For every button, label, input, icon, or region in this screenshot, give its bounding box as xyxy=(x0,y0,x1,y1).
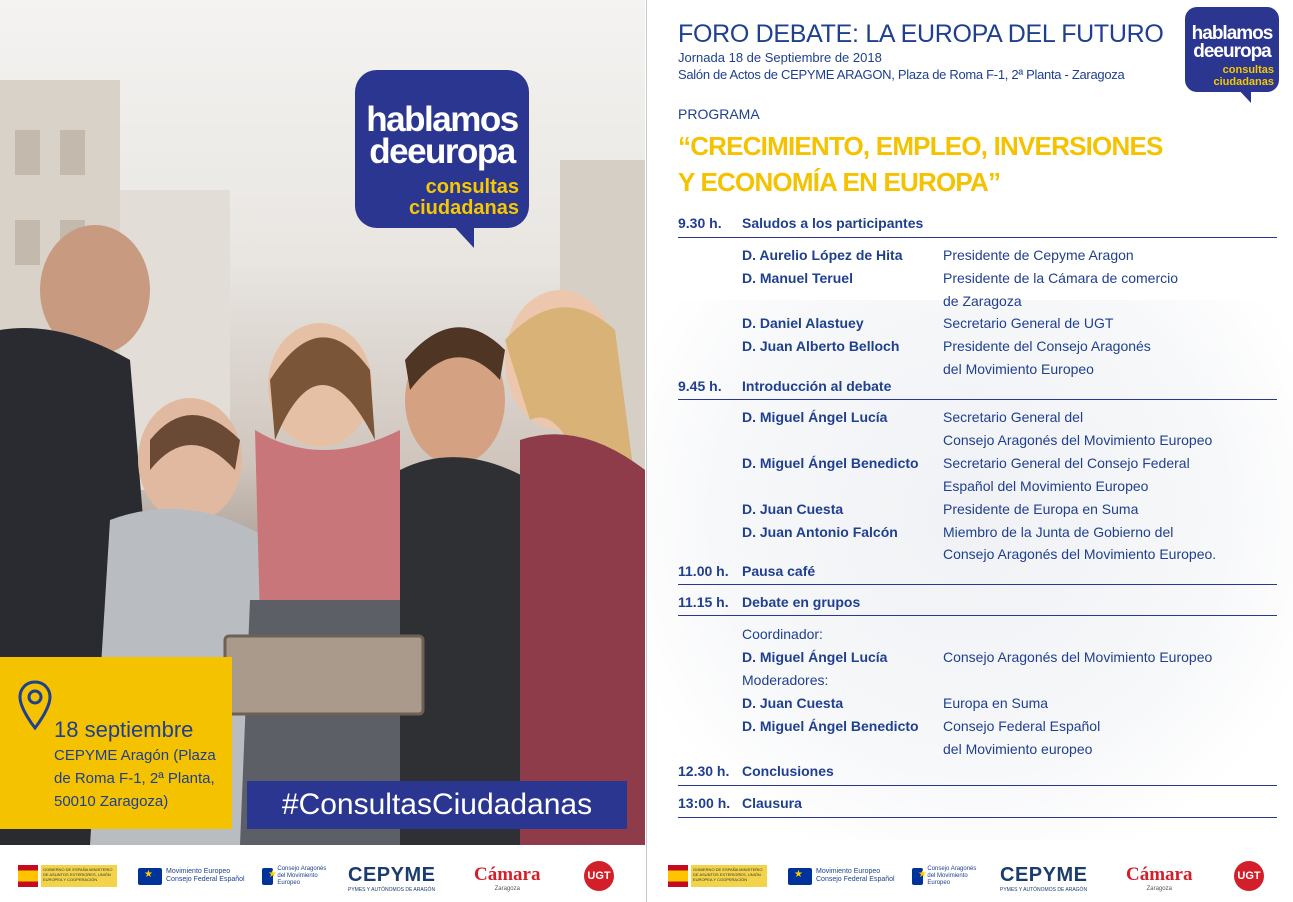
session-divider xyxy=(678,817,1277,818)
mini-logo-line4: ciudadanas xyxy=(1213,76,1274,88)
speaker-name: D. Aurelio López de Hita xyxy=(742,247,903,263)
right-panel xyxy=(647,0,1293,902)
session-divider xyxy=(678,785,1277,786)
speaker-role: Presidente del Consejo Aragonés xyxy=(943,338,1151,354)
logo-line2: deeuropa xyxy=(369,132,515,171)
forum-venue: Salón de Actos de CEPYME ARAGON, Plaza de Roma F-1, 2ª Planta - Zaragoza xyxy=(678,67,1125,82)
movimiento-text: Movimiento Europeo xyxy=(166,868,231,875)
camara-sub-text: Zaragoza xyxy=(494,886,520,892)
mini-logo-line1: hablamos xyxy=(1191,23,1273,44)
hablamos-deeuropa-logo-small xyxy=(1185,7,1279,92)
speaker-role: Consejo Federal Español xyxy=(943,718,1101,734)
session-time: 12.30 h. xyxy=(678,763,730,779)
eu-flag-icon xyxy=(912,868,923,885)
speaker-role: Secretario General del Consejo Federal xyxy=(943,455,1190,471)
consejo-aragones-text: Consejo Aragonés del Movimiento Europeo xyxy=(277,865,327,886)
movimiento-europeo-logo xyxy=(138,862,245,890)
session-title: Pausa café xyxy=(742,563,816,579)
speaker-role: Secretario General del xyxy=(943,409,1084,425)
session-time: 11.00 h. xyxy=(678,563,729,579)
ugt-logo xyxy=(1234,862,1264,890)
speaker-role: Miembro de la Junta de Gobierno del xyxy=(943,524,1174,540)
spain-flag-icon xyxy=(18,865,38,887)
speaker-name: D. Juan Cuesta xyxy=(742,695,844,711)
session-time: 9.45 h. xyxy=(678,378,722,394)
mini-logo-line3: consultas xyxy=(1222,64,1274,76)
gobierno-text: GOBIERNO DE ESPAÑA MINISTERIO DE ASUNTOS EXTERIORES, UNIÓN EUROPEA Y COOPERACIÓN xyxy=(41,865,117,887)
location-pin-icon xyxy=(17,680,53,732)
speaker-role-cont: del Movimiento Europeo xyxy=(943,361,1094,377)
session-time: 11.15 h. xyxy=(678,594,729,610)
consejo-aragones-logo xyxy=(912,862,982,890)
event-location: CEPYME Aragón (Plaza de Roma F-1, 2ª Planta, 50010 Zaragoza) xyxy=(54,747,216,810)
speaker-name: D. Daniel Alastuey xyxy=(742,315,864,331)
left-panel xyxy=(0,0,645,902)
mini-logo-line2: deeuropa xyxy=(1193,41,1271,62)
logo-line1: hablamos xyxy=(366,100,518,139)
headline-line2: Y ECONOMÍA EN EUROPA” xyxy=(678,167,1001,197)
camara-sub-text: Zaragoza xyxy=(1146,886,1172,892)
consejo-aragones-text: Consejo Aragonés del Movimiento Europeo xyxy=(927,865,977,886)
session-divider xyxy=(678,615,1277,616)
camara-text: Cámara xyxy=(474,864,541,885)
speaker-name: D. Juan Antonio Falcón xyxy=(742,524,898,540)
mini-logo-tail xyxy=(1237,88,1251,103)
session-title: Saludos a los participantes xyxy=(742,215,924,231)
speaker-name: D. Miguel Ángel Benedicto xyxy=(742,718,919,734)
headline-line1: “CRECIMIENTO, EMPLEO, INVERSIONES xyxy=(678,131,1163,161)
forum-title: FORO DEBATE: LA EUROPA DEL FUTURO xyxy=(678,20,1164,48)
session-title: Introducción al debate xyxy=(742,378,892,394)
session-divider xyxy=(678,237,1277,238)
session-title: Clausura xyxy=(742,795,802,811)
speaker-name: D. Miguel Ángel Benedicto xyxy=(742,455,919,471)
consejo-aragones-logo xyxy=(262,862,332,890)
footer-logos-left xyxy=(0,856,645,896)
cepyme-text: CEPYME xyxy=(348,864,436,886)
camara-zaragoza-logo xyxy=(1126,864,1192,892)
speaker-role-cont: del Movimiento europeo xyxy=(943,741,1093,757)
ugt-text: UGT xyxy=(584,861,614,891)
session-title: Debate en grupos xyxy=(742,594,861,610)
speaker-name: D. Juan Alberto Belloch xyxy=(742,338,900,354)
movimiento-sub-text: Consejo Federal Español xyxy=(816,876,895,883)
camara-zaragoza-logo xyxy=(474,864,540,892)
session-divider xyxy=(678,584,1277,585)
eu-flag-icon xyxy=(788,868,812,885)
moderadores-label: Moderadores: xyxy=(742,672,829,688)
speaker-role-cont: Consejo Aragonés del Movimiento Europeo xyxy=(943,432,1213,448)
ugt-text: UGT xyxy=(1234,861,1264,891)
speaker-role-cont: Consejo Aragonés del Movimiento Europeo. xyxy=(943,546,1217,562)
speaker-name: D. Miguel Ángel Lucía xyxy=(742,649,888,665)
session-time: 9.30 h. xyxy=(678,215,722,231)
session-time: 13:00 h. xyxy=(678,795,731,811)
movimiento-text: Movimiento Europeo xyxy=(816,868,881,875)
program-headline xyxy=(678,128,1163,200)
spain-flag-icon xyxy=(668,865,688,887)
programa-label: PROGRAMA xyxy=(678,106,760,122)
speaker-role-cont: Español del Movimiento Europeo xyxy=(943,478,1149,494)
eu-flag-icon xyxy=(138,868,162,885)
camara-text: Cámara xyxy=(1126,864,1193,885)
speaker-role: Presidente de Europa en Suma xyxy=(943,501,1139,517)
eu-flag-icon xyxy=(262,868,273,885)
cepyme-logo xyxy=(1000,864,1087,892)
logo-line3: consultas xyxy=(425,176,519,198)
logo-bubble-tail xyxy=(448,220,474,248)
speaker-name: D. Miguel Ángel Lucía xyxy=(742,409,888,425)
speaker-name: D. Juan Cuesta xyxy=(742,501,844,517)
hashtag-banner: #ConsultasCiudadanas xyxy=(247,781,627,829)
gobierno-logo xyxy=(668,862,768,890)
speaker-role-cont: de Zaragoza xyxy=(943,293,1022,309)
cepyme-logo xyxy=(348,864,435,892)
speaker-role: Presidente de Cepyme Aragon xyxy=(943,247,1134,263)
speaker-role: Europa en Suma xyxy=(943,695,1049,711)
movimiento-sub-text: Consejo Federal Español xyxy=(166,876,245,883)
speaker-role: Secretario General de UGT xyxy=(943,315,1114,331)
forum-date: Jornada 18 de Septiembre de 2018 xyxy=(678,50,882,65)
footer-logos-right xyxy=(648,856,1293,896)
logo-line4: ciudadanas xyxy=(408,197,519,219)
speaker-role: Presidente de la Cámara de comercio xyxy=(943,270,1179,286)
cepyme-sub-text: PYMES Y AUTÓNOMOS DE ARAGÓN xyxy=(1000,887,1088,893)
speaker-role: Consejo Aragonés del Movimiento Europeo xyxy=(943,649,1213,665)
movimiento-europeo-logo xyxy=(788,862,895,890)
ugt-logo xyxy=(584,862,614,890)
gobierno-logo xyxy=(18,862,118,890)
cepyme-text: CEPYME xyxy=(1000,864,1088,886)
cepyme-sub-text: PYMES Y AUTÓNOMOS DE ARAGÓN xyxy=(348,887,436,893)
event-date: 18 septiembre xyxy=(54,717,194,742)
gobierno-text: GOBIERNO DE ESPAÑA MINISTERIO DE ASUNTOS EXTERIORES, UNIÓN EUROPEA Y COOPERACIÓN xyxy=(691,865,767,887)
session-divider xyxy=(678,399,1277,400)
hablamos-deeuropa-logo xyxy=(355,70,529,228)
session-title: Conclusiones xyxy=(742,763,834,779)
speaker-name: D. Manuel Teruel xyxy=(742,270,853,286)
coordinador-label: Coordinador: xyxy=(742,626,823,642)
